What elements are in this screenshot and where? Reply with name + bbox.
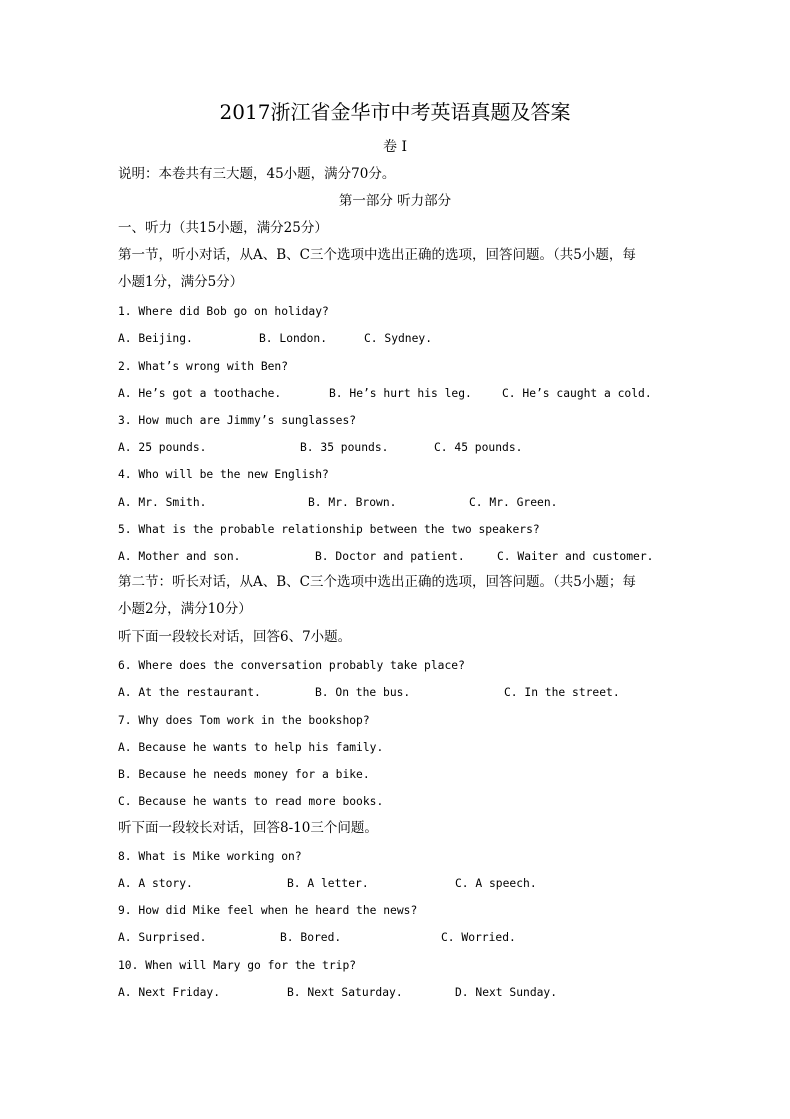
question-6: 6. Where does the conversation probably take place? [118,659,465,672]
q1-option-b: B. London. [259,332,328,345]
q10-option-b: B. Next Saturday. [287,986,403,999]
q10-option-a: A. Next Friday. [118,986,221,999]
part-heading: 第一部分 听力部分 [338,193,452,209]
q8-option-c: C. A speech. [455,877,537,890]
q1-option-c: C. Sydney. [364,332,433,345]
question-4: 4. Who will be the new English? [118,468,329,481]
question-1: 1. Where did Bob go on holiday? [118,305,329,318]
q9-option-c: C. Worried. [441,931,516,944]
q9-option-a: A. Surprised. [118,931,207,944]
q8-option-b: B. A letter. [287,877,369,890]
q2-option-b: B. He’s hurt his leg. [329,387,472,400]
section-heading: 一、听力（共15小题，满分25分） [118,220,328,236]
q10-option-c: D. Next Sunday. [455,986,558,999]
q6-option-c: C. In the street. [504,686,620,699]
section1-intro-line1: 第一节，听小对话，从A、B、C三个选项中选出正确的选项，回答问题。（共5小题，每 [118,247,636,263]
q2-option-a: A. He’s got a toothache. [118,387,282,400]
q6-option-b: B. On the bus. [315,686,411,699]
q5-option-b: B. Doctor and patient. [315,550,465,563]
q4-option-a: A. Mr. Smith. [118,496,207,509]
dialogue-2-intro: 听下面一段较长对话，回答8-10三个问题。 [118,820,378,836]
question-2: 2. What’s wrong with Ben? [118,360,289,373]
instructions: 说明：本卷共有三大题，45小题，满分70分。 [118,166,396,182]
q4-option-c: C. Mr. Green. [469,496,558,509]
q7-option-b: B. Because he needs money for a bike. [118,768,370,781]
q7-option-c: C. Because he wants to read more books. [118,795,384,808]
q2-option-c: C. He’s caught a cold. [502,387,652,400]
q3-option-a: A. 25 pounds. [118,441,207,454]
q3-option-b: B. 35 pounds. [300,441,389,454]
section2-intro-line2: 小题2分，满分10分） [118,601,252,617]
volume-label: 卷 I [383,139,407,155]
q7-option-a: A. Because he wants to help his family. [118,741,384,754]
q4-option-b: B. Mr. Brown. [308,496,397,509]
q6-option-a: A. At the restaurant. [118,686,261,699]
q8-option-a: A. A story. [118,877,193,890]
dialogue-1-intro: 听下面一段较长对话，回答6、7小题。 [118,629,352,645]
question-5: 5. What is the probable relationship between the two speakers? [118,523,540,536]
q5-option-c: C. Waiter and customer. [497,550,654,563]
q1-option-a: A. Beijing. [118,332,193,345]
section1-intro-line2: 小题1分，满分5分） [118,274,244,290]
q9-option-b: B. Bored. [280,931,342,944]
question-9: 9. How did Mike feel when he heard the news? [118,904,418,917]
document-title: 2017浙江省金华市中考英语真题及答案 [219,100,571,124]
question-7: 7. Why does Tom work in the bookshop? [118,714,370,727]
question-3: 3. How much are Jimmy’s sunglasses? [118,414,357,427]
q5-option-a: A. Mother and son. [118,550,241,563]
section2-intro-line1: 第二节：听长对话，从A、B、C三个选项中选出正确的选项，回答问题。（共5小题；每 [118,574,636,590]
question-10: 10. When will Mary go for the trip? [118,959,357,972]
q3-option-c: C. 45 pounds. [434,441,523,454]
question-8: 8. What is Mike working on? [118,850,302,863]
